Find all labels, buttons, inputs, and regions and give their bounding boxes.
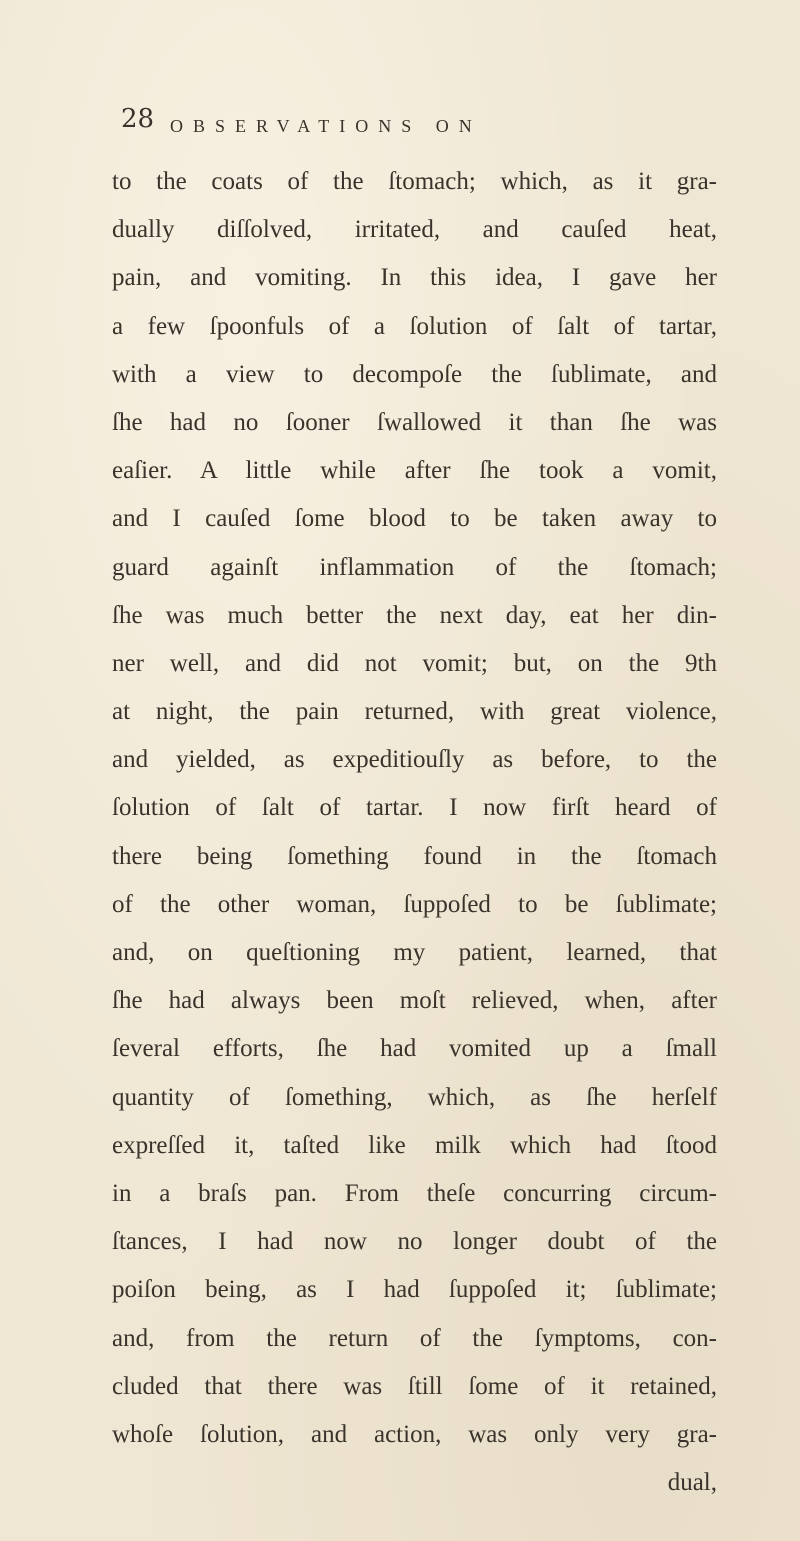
text-line: a few ſpoonfuls of a ſolution of ſalt of tartar,	[112, 312, 717, 340]
text-line: in a braſs pan. From theſe concurring circum-	[112, 1179, 717, 1207]
text-line: quantity of ſomething, which, as ſhe herſelf	[112, 1083, 717, 1111]
text-line: and, from the return of the ſymptoms, con-	[112, 1324, 717, 1352]
text-line: ſtances, I had now no longer doubt of the	[112, 1228, 717, 1256]
text-line: and yielded, as expeditiouſly as before, to the	[112, 746, 717, 774]
text-line: whoſe ſolution, and action, was only very gra-	[112, 1420, 717, 1448]
text-line: and, on queſtioning my patient, learned, that	[112, 939, 717, 966]
text-line: cluded that there was ſtill ſome of it retained,	[112, 1372, 717, 1400]
text-line: ſolution of ſalt of tartar. I now firſt heard of	[112, 794, 717, 822]
text-line: there being ſomething found in the ſtomach	[112, 842, 717, 870]
text-line: eaſier. A little while after ſhe took a vomit,	[112, 457, 717, 485]
text-line: ſhe had always been moſt relieved, when, after	[112, 987, 717, 1015]
text-line: guard againſt inflammation of the ſtomach;	[112, 553, 717, 581]
text-line: with a view to decompoſe the ſublimate, and	[112, 360, 717, 388]
text-line: expreſſed it, taſted like milk which had ſtood	[112, 1131, 717, 1159]
text-line: at night, the pain returned, with great violence,	[112, 698, 717, 726]
text-line: to the coats of the ſtomach; which, as it gra-	[112, 168, 717, 195]
text-line: ſeveral efforts, ſhe had vomited up a ſmall	[112, 1035, 717, 1063]
text-line: of the other woman, ſuppoſed to be ſublimate;	[112, 890, 717, 918]
text-line: dually diſſolved, irritated, and cauſed heat,	[112, 216, 717, 244]
body-text	[112, 160, 717, 1509]
catchword: dual,	[667, 1469, 717, 1497]
text-line: ner well, and did not vomit; but, on the 9th	[112, 649, 717, 677]
text-line: and I cauſed ſome blood to be taken away to	[112, 505, 717, 533]
page-number: 28	[121, 104, 155, 134]
text-line: ſhe had no ſooner ſwallowed it than ſhe was	[112, 408, 717, 436]
text-line: ſhe was much better the next day, eat her din-	[112, 601, 717, 629]
running-head: OBSERVATIONS ON	[170, 116, 482, 136]
text-line: poiſon being, as I had ſuppoſed it; ſublimate;	[112, 1276, 717, 1304]
text-line: pain, and vomiting. In this idea, I gave her	[112, 264, 717, 292]
